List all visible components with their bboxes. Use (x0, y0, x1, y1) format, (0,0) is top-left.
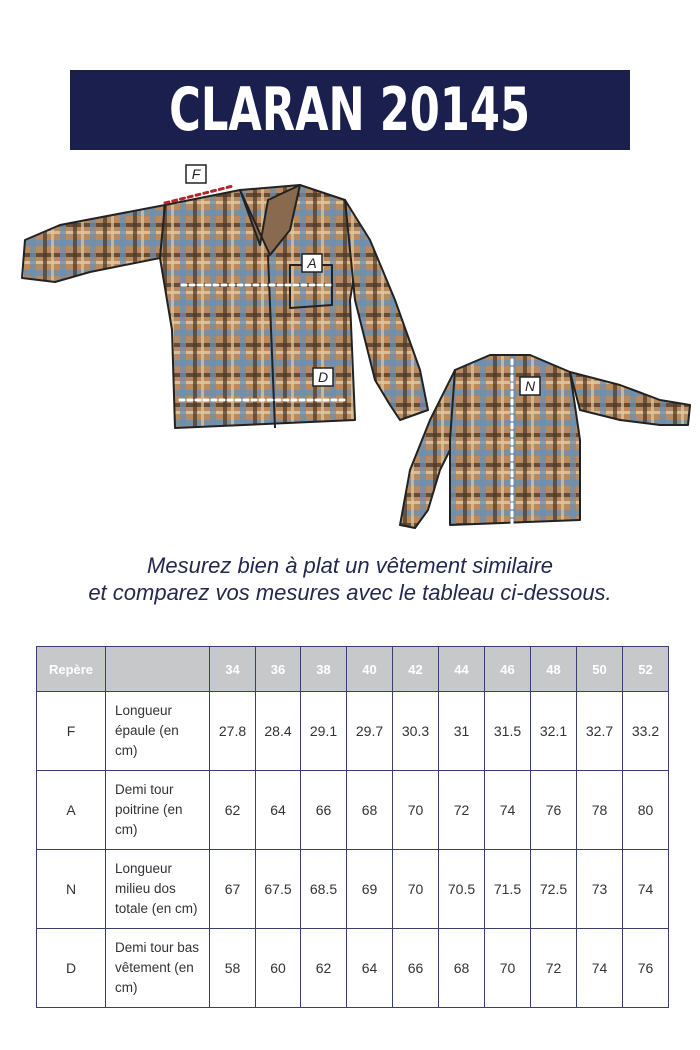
table-cell: 69 (347, 850, 393, 929)
front-body (160, 185, 360, 428)
header-size: 48 (531, 647, 577, 692)
table-cell: 62 (301, 929, 347, 1008)
header-size: 52 (623, 647, 669, 692)
table-cell: 74 (623, 850, 669, 929)
header-size: 46 (485, 647, 531, 692)
page-title: CLARAN 20145 (169, 75, 531, 145)
table-cell: 64 (347, 929, 393, 1008)
table-row (37, 850, 669, 929)
header-size: 34 (210, 647, 256, 692)
row-description: Demi tour poitrine (en cm) (106, 771, 210, 850)
table-cell: 29.7 (347, 692, 393, 771)
table-cell: 68.5 (301, 850, 347, 929)
marker-n: N (524, 378, 536, 394)
table-cell: 27.8 (210, 692, 256, 771)
table-cell: 70 (393, 850, 439, 929)
table-row (37, 771, 669, 850)
table-cell: 72 (439, 771, 485, 850)
table-cell: 72 (531, 929, 577, 1008)
front-right-sleeve (345, 200, 428, 420)
table-cell: 72.5 (531, 850, 577, 929)
table-cell: 58 (210, 929, 256, 1008)
table-cell: 32.1 (531, 692, 577, 771)
table-cell: 68 (347, 771, 393, 850)
table-cell: 28.4 (256, 692, 301, 771)
row-description: Longueur épaule (en cm) (106, 692, 210, 771)
header-size: 40 (347, 647, 393, 692)
table-row (37, 929, 669, 1008)
table-cell: 67 (210, 850, 256, 929)
table-cell: 32.7 (577, 692, 623, 771)
table-cell: 71.5 (485, 850, 531, 929)
instructions-line-1: Mesurez bien à plat un vêtement similaire (147, 553, 553, 578)
table-cell: 74 (485, 771, 531, 850)
table-cell: 80 (623, 771, 669, 850)
back-shirt (400, 355, 690, 528)
table-header-row (37, 647, 669, 692)
header-size: 44 (439, 647, 485, 692)
table-cell: 67.5 (256, 850, 301, 929)
row-description: Demi tour bas vêtement (en cm) (106, 929, 210, 1008)
table-cell: 66 (393, 929, 439, 1008)
marker-f: F (191, 166, 201, 182)
marker-d: D (317, 369, 329, 385)
header-size: 36 (256, 647, 301, 692)
header-description (106, 647, 210, 692)
back-right-sleeve (570, 372, 690, 425)
table-cell: 60 (256, 929, 301, 1008)
table-cell: 31.5 (485, 692, 531, 771)
instructions-line-2: et comparez vos mesures avec le tableau ci-dessous. (88, 580, 612, 605)
header-size: 42 (393, 647, 439, 692)
table-cell: 33.2 (623, 692, 669, 771)
table-cell: 30.3 (393, 692, 439, 771)
shirt-illustration (0, 155, 700, 540)
header-repere: Repère (37, 647, 106, 692)
table-cell: 74 (577, 929, 623, 1008)
marker-a: A (307, 255, 317, 271)
header-size: 50 (577, 647, 623, 692)
table-cell: 70.5 (439, 850, 485, 929)
table-cell: 29.1 (301, 692, 347, 771)
table-cell: 70 (393, 771, 439, 850)
title-banner (70, 70, 630, 150)
table-cell: 73 (577, 850, 623, 929)
row-marker: A (37, 771, 106, 850)
size-table (36, 646, 669, 1008)
table-cell: 64 (256, 771, 301, 850)
table-cell: 76 (531, 771, 577, 850)
row-marker: N (37, 850, 106, 929)
table-cell: 68 (439, 929, 485, 1008)
table-cell: 70 (485, 929, 531, 1008)
front-left-sleeve (22, 205, 165, 282)
row-marker: D (37, 929, 106, 1008)
row-description: Longueur milieu dos totale (en cm) (106, 850, 210, 929)
table-cell: 76 (623, 929, 669, 1008)
back-body (450, 355, 580, 525)
front-shirt (22, 185, 428, 428)
table-cell: 78 (577, 771, 623, 850)
row-marker: F (37, 692, 106, 771)
table-cell: 66 (301, 771, 347, 850)
table-row (37, 692, 669, 771)
instructions (0, 552, 700, 606)
table-cell: 31 (439, 692, 485, 771)
header-size: 38 (301, 647, 347, 692)
table-cell: 62 (210, 771, 256, 850)
